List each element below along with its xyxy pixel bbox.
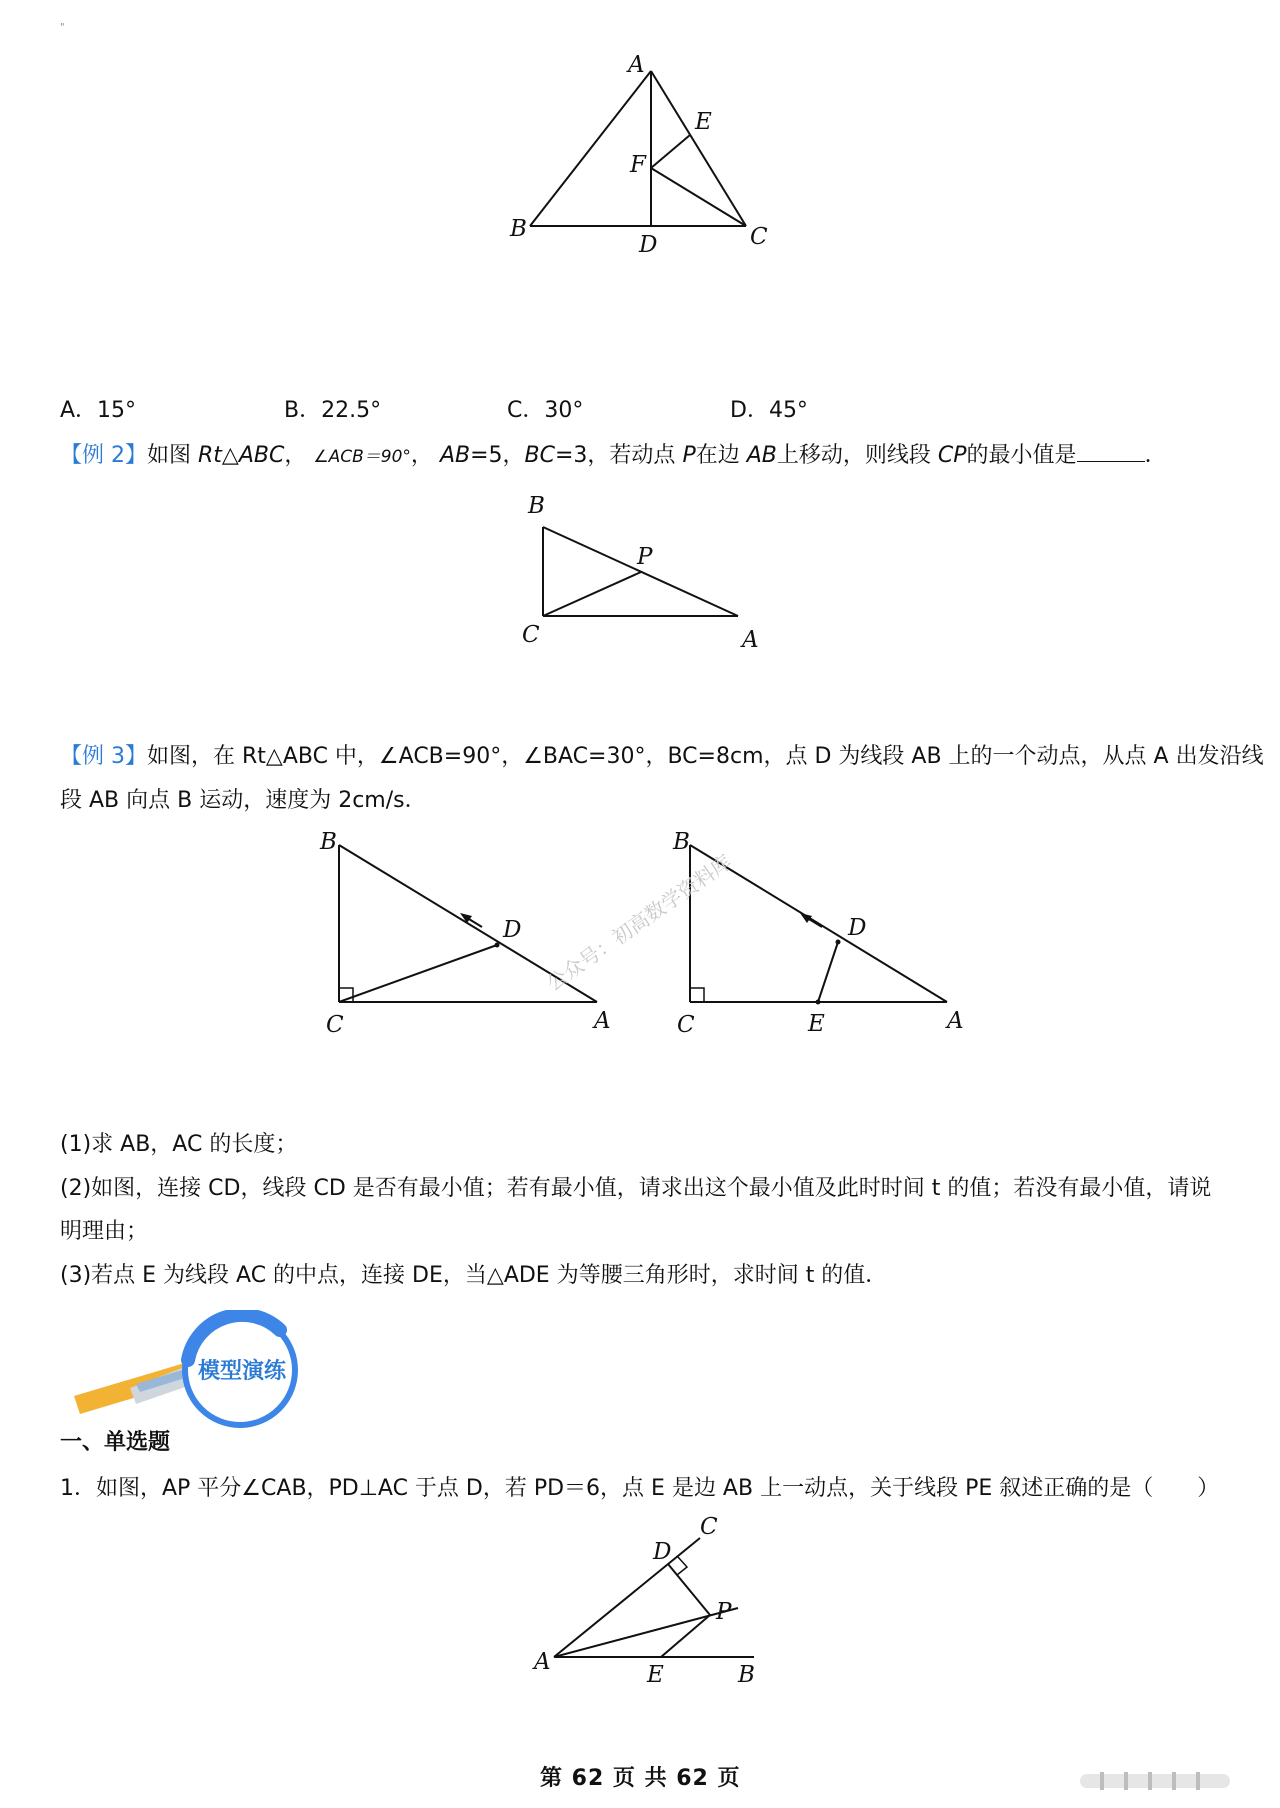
choice-c: C．30° <box>507 398 584 423</box>
example-3-line-2: 段 AB 向点 B 运动，速度为 2cm/s． <box>60 788 427 813</box>
fig3l-label-b: B <box>320 829 337 855</box>
figure-2-triangle <box>510 490 780 650</box>
fig4-label-b: B <box>738 1662 755 1685</box>
fig1-label-e: E <box>695 109 712 135</box>
fig3l-label-d: D <box>503 917 522 943</box>
badge-label: 模型演练 <box>197 1359 286 1384</box>
fig3r-label-c: C <box>677 1012 695 1038</box>
question-3: (3)若点 E 为线段 AC 的中点，连接 DE，当△ADE 为等腰三角形时，求时间 t 的值． <box>60 1263 888 1288</box>
choice-b: B．22.5° <box>284 398 382 423</box>
fig4-label-e: E <box>647 1662 664 1685</box>
figure-1-triangle <box>500 50 800 300</box>
q1-text: 1．如图，AP 平分∠CAB，PD⊥AC 于点 D，若 PD＝6，点 E 是边 AB 上一动点，关于线段 PE 叙述正确的是（ ） <box>60 1476 1220 1501</box>
corner-marks <box>1080 1772 1250 1792</box>
model-practice-badge <box>70 1310 310 1430</box>
fig1-label-d: D <box>639 232 658 258</box>
section-title: 一、单选题 <box>60 1430 171 1455</box>
top-mark: " <box>60 22 65 33</box>
question-1: (1)求 AB，AC 的长度； <box>60 1132 298 1157</box>
question-2-line-1: (2)如图，连接 CD，线段 CD 是否有最小值；若有最小值，请求出这个最小值及此时时间 t 的值；若没有最小值，请说 <box>60 1176 1212 1201</box>
fig1-label-b: B <box>510 216 527 242</box>
fig1-label-a: A <box>628 52 645 78</box>
fig3r-label-d: D <box>848 915 867 941</box>
example-2-text: 【例 2】如图 Rt△ABC， ∠ACB＝90°， AB=5，BC=3，若动点 P在边 AB上移动，则线段 CP的最小值是 ． <box>60 443 1167 468</box>
fig3r-label-b: B <box>673 829 690 855</box>
example-3-tag: 【例 3】 <box>60 744 147 769</box>
fig4-label-c: C <box>700 1514 718 1540</box>
fig3r-label-a: A <box>947 1008 964 1034</box>
fig2-label-c: C <box>522 622 540 648</box>
fig2-label-a: A <box>742 627 759 650</box>
fig2-label-p: P <box>637 544 653 570</box>
page-footer: 第 62 页 共 62 页 <box>540 1766 741 1791</box>
example-3-line-1: 【例 3】如图，在 Rt△ABC 中，∠ACB=90°，∠BAC=30°，BC=8cm，点 D 为线段 AB 上的一个动点，从点 A 出发沿线 <box>60 744 1264 769</box>
fig1-label-c: C <box>750 224 768 250</box>
example-2-tag: 【例 2】 <box>60 443 147 468</box>
fig1-label-f: F <box>630 152 646 178</box>
watermark: 公众号：初高数学资料库 <box>541 849 736 996</box>
answer-blank <box>1077 441 1145 462</box>
choice-d: D．45° <box>730 398 808 423</box>
fig4-label-p: P <box>716 1599 732 1625</box>
fig3l-label-c: C <box>326 1012 344 1038</box>
question-2-line-2: 明理由； <box>60 1219 149 1244</box>
figure-3-left <box>310 825 630 1040</box>
figure-4-angle <box>520 1505 780 1685</box>
fig2-label-b: B <box>528 493 545 519</box>
fig3l-label-a: A <box>594 1008 611 1034</box>
fig4-label-a: A <box>534 1649 551 1675</box>
fig3r-label-e: E <box>808 1011 825 1037</box>
choice-a: A．15° <box>60 398 137 423</box>
fig4-label-d: D <box>653 1539 672 1565</box>
